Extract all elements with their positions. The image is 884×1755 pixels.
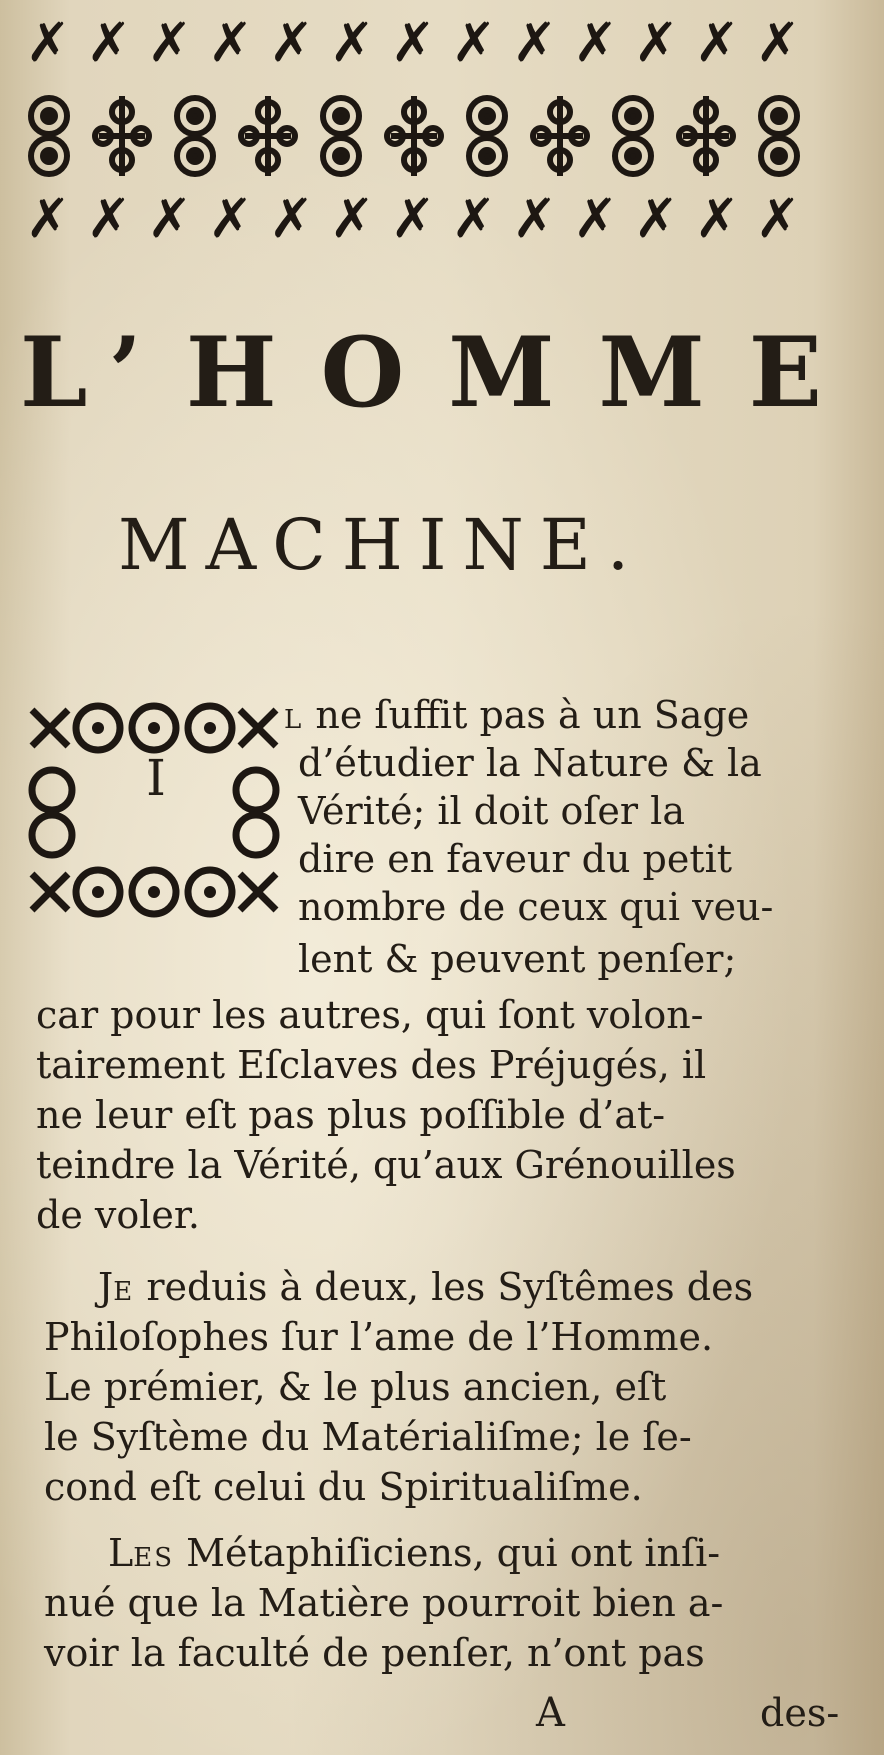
- scroll-ornament-icon: [598, 90, 668, 182]
- line-text: Métaphiſiciens, qui ont inſi-: [186, 1531, 721, 1575]
- scroll-ornament-icon: [233, 90, 303, 182]
- ornamental-initial: [28, 690, 280, 930]
- cross-ornament-icon: ✗: [451, 187, 497, 250]
- text-line: [108, 1528, 720, 1583]
- text-line: teindre la Vérité, qu’aux Grénouilles: [36, 1143, 736, 1187]
- cross-ornament-icon: ✗: [329, 11, 375, 74]
- scroll-ornament-icon: [379, 90, 449, 182]
- scroll-ornament-icon: [671, 90, 741, 182]
- line-text: reduis à deux, les Syſtêmes des: [146, 1265, 754, 1309]
- initial-frame-ornament: [28, 690, 280, 930]
- scroll-ornament-icon: [744, 90, 814, 182]
- cross-ornament-icon: ✗: [512, 187, 558, 250]
- scroll-ornament-icon: [14, 90, 84, 182]
- text-line: [98, 1262, 753, 1317]
- cross-ornament-icon: ✗: [268, 187, 314, 250]
- cross-ornament-icon: ✗: [633, 11, 679, 74]
- text-line: tairement Eſclaves des Préjugés, il: [36, 1043, 707, 1087]
- drop-cap-letter: I: [146, 749, 166, 807]
- scroll-ornament-icon: [160, 90, 230, 182]
- cross-ornament-icon: ✗: [329, 187, 375, 250]
- ornament-band-top: [18, 11, 808, 74]
- cross-ornament-icon: ✗: [633, 187, 679, 250]
- text-line: [284, 690, 749, 745]
- small-caps-letter: E: [113, 1277, 135, 1307]
- text-line: nombre de ceux qui veu-: [298, 885, 774, 929]
- cross-ornament-icon: ✗: [25, 11, 71, 74]
- ornament-band-bottom: [18, 187, 808, 250]
- text-line: dire en faveur du petit: [298, 837, 733, 881]
- scroll-ornament-icon: [306, 90, 376, 182]
- small-caps-letter: L: [284, 705, 304, 735]
- cross-ornament-icon: ✗: [512, 11, 558, 74]
- text-line: nué que la Matière pourroit bien a-: [44, 1581, 724, 1625]
- cross-ornament-icon: ✗: [694, 11, 740, 74]
- cross-ornament-icon: ✗: [390, 187, 436, 250]
- scroll-ornament-icon: [87, 90, 157, 182]
- cross-ornament-icon: ✗: [207, 187, 254, 250]
- cross-ornament-icon: ✗: [207, 11, 254, 74]
- catchword: des-: [760, 1691, 840, 1735]
- text-line: ne leur eſt pas plus poſſible d’at-: [36, 1093, 666, 1137]
- text-line: Vérité; il doit oſer la: [298, 789, 685, 833]
- signature-mark: A: [536, 1690, 565, 1736]
- page-title-line1: L’HOMME: [20, 316, 866, 429]
- cross-ornament-icon: ✗: [147, 187, 193, 250]
- cross-ornament-icon: ✗: [572, 11, 619, 74]
- cross-ornament-icon: ✗: [390, 11, 436, 74]
- cross-ornament-icon: ✗: [268, 11, 314, 74]
- text-line: voir la faculté de penſer, n’ont pas: [44, 1631, 705, 1675]
- text-line: cond eſt celui du Spiritualiſme.: [44, 1465, 643, 1509]
- cross-ornament-icon: ✗: [694, 187, 740, 250]
- text-line: Le prémier, & le plus ancien, eſt: [44, 1365, 667, 1409]
- cross-ornament-icon: ✗: [451, 11, 497, 74]
- lead-letter: J: [98, 1265, 114, 1309]
- cross-ornament-icon: ✗: [755, 11, 801, 74]
- text-line: Philoſophes ſur l’ame de l’Homme.: [44, 1315, 714, 1359]
- scroll-ornament-icon: [452, 90, 522, 182]
- scroll-ornament-icon: [525, 90, 595, 182]
- text-line: lent & peuvent penſer;: [298, 937, 737, 981]
- cross-ornament-icon: ✗: [572, 187, 619, 250]
- cross-ornament-icon: ✗: [86, 11, 132, 74]
- text-line: le Syſtème du Matérialiſme; le ſe-: [44, 1415, 692, 1459]
- text-line: d’étudier la Nature & la: [298, 741, 762, 785]
- cross-ornament-icon: ✗: [147, 11, 193, 74]
- lead-letter: L: [108, 1531, 134, 1575]
- text-line: car pour les autres, qui ſont volon-: [36, 993, 704, 1037]
- cross-ornament-icon: ✗: [755, 187, 801, 250]
- ornament-scroll-row: [14, 88, 814, 184]
- cross-ornament-icon: ✗: [86, 187, 132, 250]
- line-text: ne ſuffit pas à un Sage: [315, 693, 750, 737]
- page-title-line2: MACHINE.: [118, 504, 646, 586]
- small-caps-letters: ES: [133, 1543, 175, 1573]
- cross-ornament-icon: ✗: [25, 187, 71, 250]
- text-line: de voler.: [36, 1193, 200, 1237]
